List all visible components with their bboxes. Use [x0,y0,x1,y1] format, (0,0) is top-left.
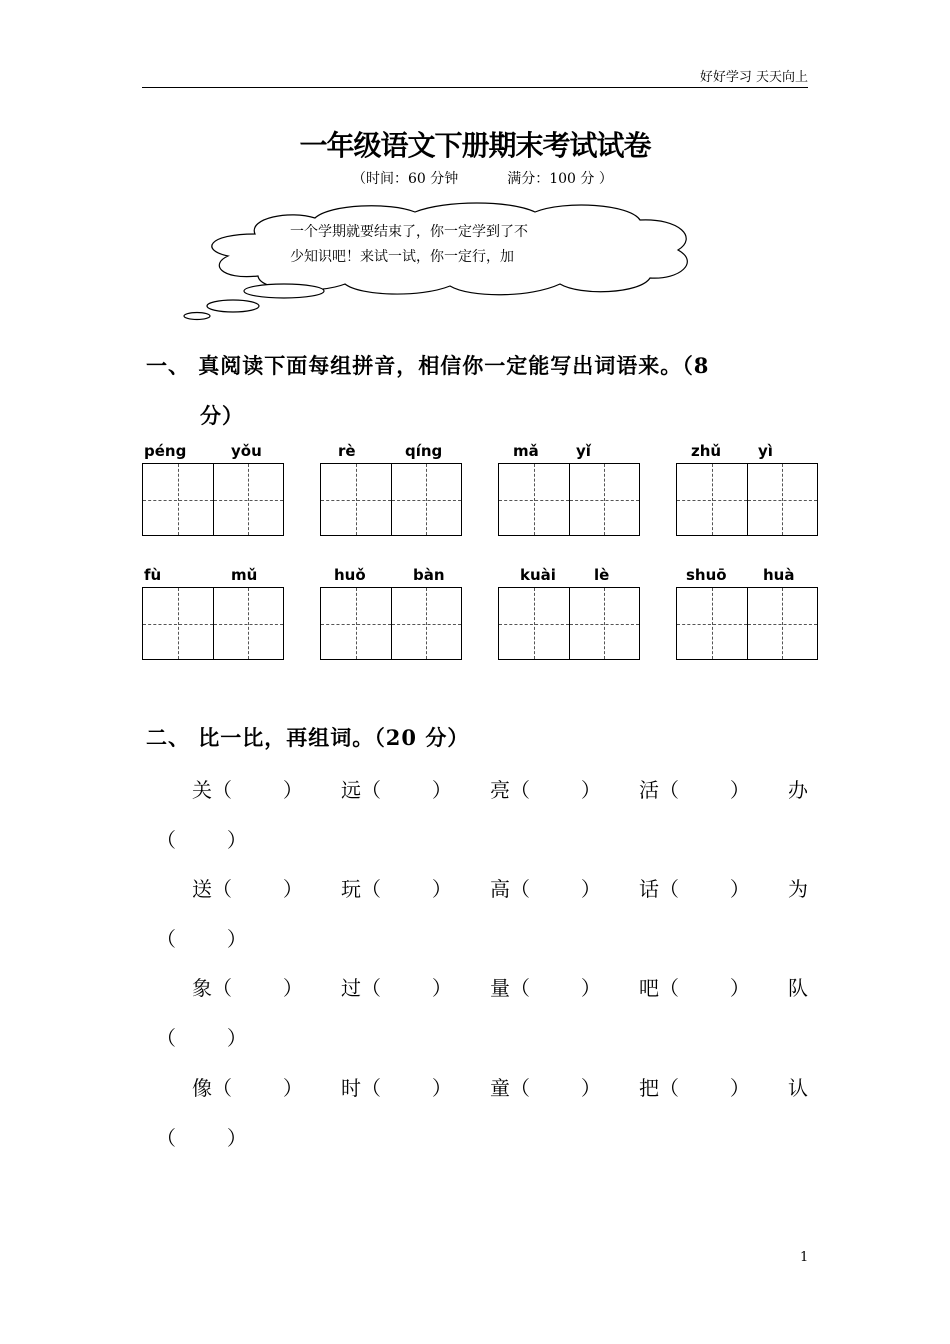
pinyin-label: zhǔ [691,442,722,460]
word-row [192,774,808,803]
word-blank[interactable]: 高（ ） [490,877,601,901]
writing-grid[interactable] [142,587,284,660]
pinyin-label: rè [338,442,356,460]
pinyin-label: huà [763,566,795,584]
writing-grid[interactable] [676,587,818,660]
word-blank[interactable]: 把（ ） [639,1076,750,1100]
word-blank[interactable]: 童（ ） [490,1076,601,1100]
cloud-text-line1: 一个学期就要结束了，你一定学到了不 [290,224,528,240]
pinyin-label: mǔ [231,566,258,584]
exam-info: （时间：60 分钟 满分：100 分 ） [352,171,613,187]
word-blank[interactable]: 玩（ ） [341,877,452,901]
writing-grid[interactable] [320,463,462,536]
word-blank[interactable]: 远（ ） [341,778,452,802]
pinyin-label: shuō [686,566,727,584]
header-divider [142,87,808,88]
word-blank[interactable]: 量（ ） [490,976,601,1000]
word-char: 为 [788,877,808,901]
page-number: 1 [800,1250,809,1265]
pinyin-label: yǒu [231,442,262,460]
word-char: 队 [788,976,808,1000]
word-blank[interactable]: （ ） [156,1026,247,1050]
word-blank[interactable]: 关（ ） [192,778,303,802]
word-blank[interactable]: （ ） [156,1126,247,1150]
word-row [192,972,808,1001]
pinyin-label: yǐ [576,442,591,460]
word-blank[interactable]: 话（ ） [639,877,750,901]
word-blank[interactable]: 活（ ） [639,778,750,802]
writing-grid[interactable] [676,463,818,536]
word-blank[interactable]: 时（ ） [341,1076,452,1100]
pinyin-label: bàn [413,566,445,584]
pinyin-label: kuài [520,566,556,584]
pinyin-label: mǎ [513,442,539,460]
pinyin-label: yì [758,442,773,460]
pinyin-label: fù [144,566,162,584]
word-blank[interactable]: 亮（ ） [490,778,601,802]
section1-heading: 一、 真阅读下面每组拼音，相信你一定能写出词语来。（8 [146,353,710,378]
pinyin-label: huǒ [334,566,366,584]
word-blank[interactable]: 像（ ） [192,1076,303,1100]
pinyin-label: péng [144,442,187,460]
word-row [192,873,808,902]
writing-grid[interactable] [498,463,640,536]
writing-grid[interactable] [498,587,640,660]
pinyin-label: qíng [405,442,443,460]
pinyin-label: lè [594,566,610,584]
word-blank[interactable]: （ ） [156,828,247,852]
word-blank[interactable]: 象（ ） [192,976,303,1000]
word-blank[interactable]: 送（ ） [192,877,303,901]
word-char: 办 [788,778,808,802]
word-blank[interactable]: 过（ ） [341,976,452,1000]
writing-grid[interactable] [142,463,284,536]
section1-heading-cont: 分） [200,403,244,428]
word-row [192,1072,808,1101]
header-motto: 好好学习 天天向上 [699,70,808,85]
cloud-text-line2: 少知识吧！来试一试，你一定行，加 [290,249,514,265]
writing-grid[interactable] [320,587,462,660]
section2-heading: 二、 比一比，再组词。（20 分） [146,725,470,750]
word-char: 认 [788,1076,808,1100]
word-blank[interactable]: （ ） [156,927,247,951]
word-blank[interactable]: 吧（ ） [639,976,750,1000]
page-title: 一年级语文下册期末考试试卷 [299,129,651,162]
